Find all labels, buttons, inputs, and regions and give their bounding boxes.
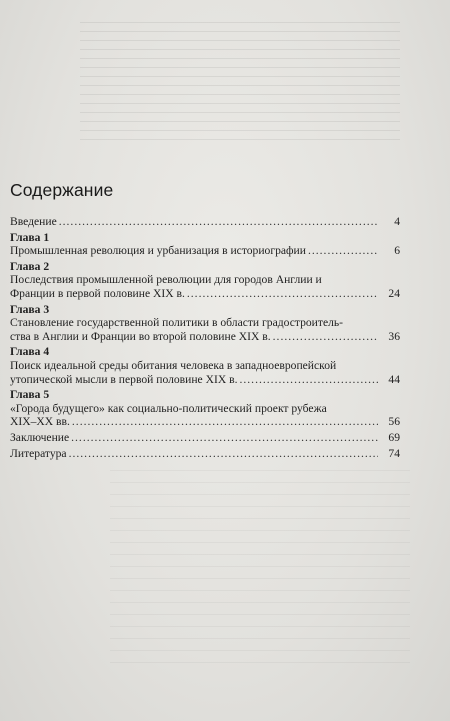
toc-entry-title: ства в Англии и Франции во второй половине XIX в.	[10, 329, 271, 343]
toc-entry-title-line: Последствия промышленной революции для городов Англии и	[10, 273, 322, 287]
toc-entry-title: Заключение	[10, 430, 70, 444]
toc-leader-dots	[308, 244, 378, 258]
toc-page-number: 56	[388, 415, 400, 429]
show-through-text-bottom	[110, 470, 410, 670]
toc-entry-literature	[10, 447, 400, 461]
toc-entry-title-line: «Города будущего» как социально-политический проект рубежа	[10, 401, 327, 415]
table-of-contents	[10, 180, 400, 460]
toc-chapter-label: Глава 5	[10, 388, 50, 402]
toc-heading: Содержание	[10, 180, 114, 200]
toc-page-number: 24	[388, 286, 400, 300]
toc-entry-title: Промышленная революция и урбанизация в историографии	[10, 244, 306, 258]
toc-leader-dots	[69, 447, 378, 461]
toc-leader-dots	[273, 330, 378, 344]
toc-entry-title: Франции в первой половине XIX в.	[10, 286, 185, 300]
toc-entry-line	[10, 415, 400, 429]
toc-entry-chapter-1	[10, 231, 400, 258]
toc-entry-line	[10, 373, 400, 387]
toc-page-number: 69	[388, 430, 400, 444]
toc-entry-line	[10, 447, 400, 461]
toc-entry-conclusion	[10, 431, 400, 445]
show-through-text-top	[80, 22, 400, 142]
toc-entry-chapter-2	[10, 260, 400, 301]
toc-page-number: 44	[388, 372, 400, 386]
toc-entry-title: Введение	[10, 215, 57, 228]
toc-entry-chapter-3	[10, 303, 400, 344]
toc-leader-dots	[187, 287, 378, 301]
toc-leader-dots	[72, 415, 378, 429]
toc-entry-chapter-5	[10, 388, 400, 429]
toc-entry-line	[10, 330, 400, 344]
toc-page-number: 36	[388, 329, 400, 343]
toc-entry-title: XIX–XX вв.	[10, 415, 70, 429]
toc-entry-line	[10, 431, 400, 445]
toc-chapter-label: Глава 4	[10, 345, 50, 359]
toc-entry-title-line: Поиск идеальной среды обитания человека в западноевропейской	[10, 358, 337, 372]
toc-chapter-label: Глава 2	[10, 259, 50, 273]
toc-leader-dots	[59, 215, 378, 229]
toc-chapter-label: Глава 1	[10, 230, 50, 244]
toc-entry-chapter-4	[10, 345, 400, 386]
toc-leader-dots	[71, 431, 378, 445]
toc-entry-line	[10, 287, 400, 301]
toc-page-number: 4	[394, 215, 400, 228]
toc-page-number: 74	[388, 446, 400, 460]
toc-entry-introduction	[10, 215, 400, 229]
toc-entry-title: утопической мысли в первой половине XIX в.	[10, 372, 238, 386]
toc-leader-dots	[239, 373, 378, 387]
toc-page-number: 6	[394, 244, 400, 258]
toc-chapter-label: Глава 3	[10, 302, 50, 316]
toc-entry-title-line: Становление государственной политики в области градостроитель-	[10, 316, 344, 330]
toc-entry-title: Литература	[10, 446, 67, 460]
toc-entry-line	[10, 215, 400, 229]
toc-entry-line	[10, 244, 400, 258]
toc-list	[10, 215, 400, 460]
